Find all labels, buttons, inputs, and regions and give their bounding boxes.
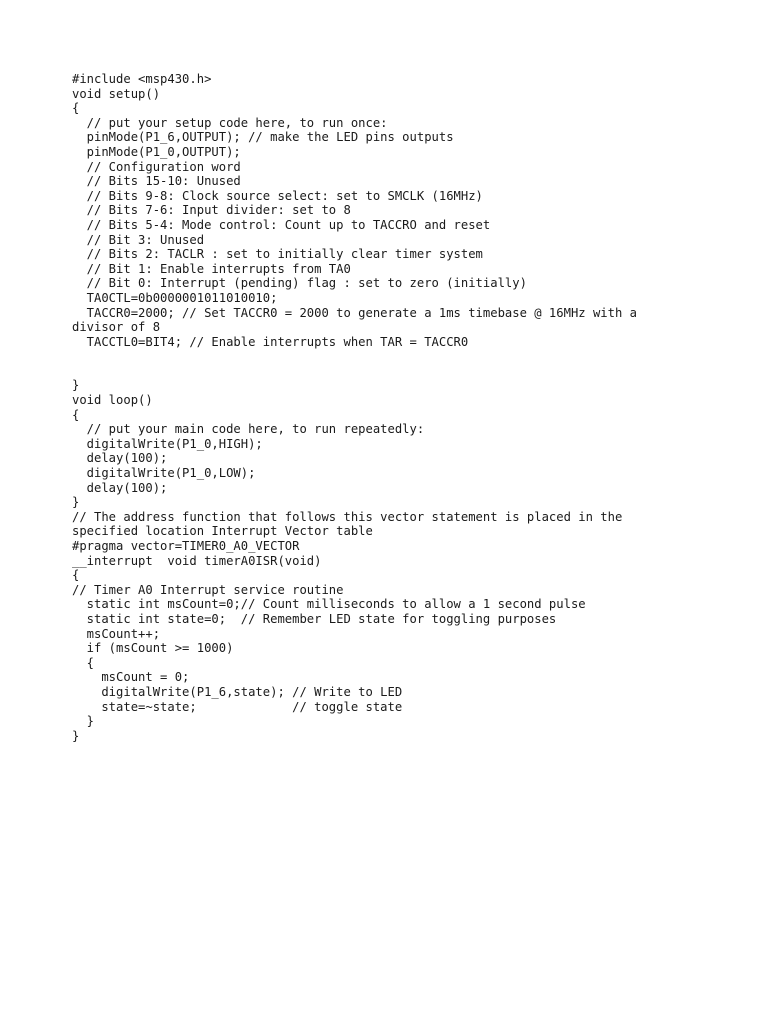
code-line: digitalWrite(P1_6,state); // Write to LED	[72, 684, 403, 699]
code-line: msCount = 0;	[72, 670, 190, 685]
code-line: }	[72, 714, 95, 729]
code-line: if (msCount >= 1000)	[72, 641, 234, 656]
code-line: state=~state; // toggle state	[72, 699, 403, 714]
code-line: // Bit 1: Enable interrupts from TA0	[72, 261, 351, 276]
code-line: {	[72, 407, 80, 422]
code-line: static int msCount=0;// Count milliseconds to allow a 1 second pulse	[72, 597, 586, 612]
code-line: // Bit 0: Interrupt (pending) flag : set to zero (initially)	[72, 276, 527, 291]
code-line: TACCR0=2000; // Set TACCR0 = 2000 to generate a 1ms timebase @ 16MHz with a	[72, 305, 637, 320]
code-listing	[72, 72, 672, 743]
code-line: // put your setup code here, to run once:	[72, 115, 388, 130]
code-line: // put your main code here, to run repeatedly:	[72, 422, 425, 437]
code-line: // Configuration word	[72, 159, 241, 174]
code-line	[72, 349, 672, 364]
code-line: #include <msp430.h>	[72, 72, 212, 86]
code-line: // Bits 5-4: Mode control: Count up to TACCRO and reset	[72, 217, 491, 232]
code-line: pinMode(P1_6,OUTPUT); // make the LED pins outputs	[72, 130, 454, 145]
code-line: specified location Interrupt Vector table	[72, 524, 373, 539]
code-line: {	[72, 568, 80, 583]
code-line: delay(100);	[72, 451, 168, 466]
code-line: static int state=0; // Remember LED state for toggling purposes	[72, 611, 557, 626]
code-line: #pragma vector=TIMER0_A0_VECTOR	[72, 539, 300, 553]
code-line: // The address function that follows this vector statement is placed in the	[72, 509, 623, 524]
code-line: // Bits 7-6: Input divider: set to 8	[72, 203, 351, 218]
code-line: digitalWrite(P1_0,HIGH);	[72, 436, 263, 451]
code-line: // Bits 2: TACLR : set to initially clear timer system	[72, 247, 483, 262]
code-line: divisor of 8	[72, 320, 161, 335]
code-line: {	[72, 655, 95, 670]
code-line: TACCTL0=BIT4; // Enable interrupts when TAR = TACCR0	[72, 334, 469, 349]
code-line: {	[72, 101, 80, 116]
code-line: pinMode(P1_0,OUTPUT);	[72, 144, 241, 159]
code-line: }	[72, 728, 80, 743]
code-line: void setup()	[72, 86, 161, 101]
code-line: void loop()	[72, 393, 153, 408]
code-line: }	[72, 378, 80, 393]
code-line: msCount++;	[72, 626, 161, 641]
code-line	[72, 364, 672, 379]
code-line: TA0CTL=0b0000001011010010;	[72, 290, 278, 305]
code-line: // Bit 3: Unused	[72, 232, 205, 247]
code-line: // Timer A0 Interrupt service routine	[72, 582, 344, 597]
code-line: delay(100);	[72, 480, 168, 495]
code-line: // Bits 15-10: Unused	[72, 174, 241, 189]
code-line: // Bits 9-8: Clock source select: set to SMCLK (16MHz)	[72, 188, 483, 203]
code-line: __interrupt void timerA0ISR(void)	[72, 553, 322, 568]
code-line: digitalWrite(P1_0,LOW);	[72, 466, 256, 481]
code-line: }	[72, 495, 80, 510]
